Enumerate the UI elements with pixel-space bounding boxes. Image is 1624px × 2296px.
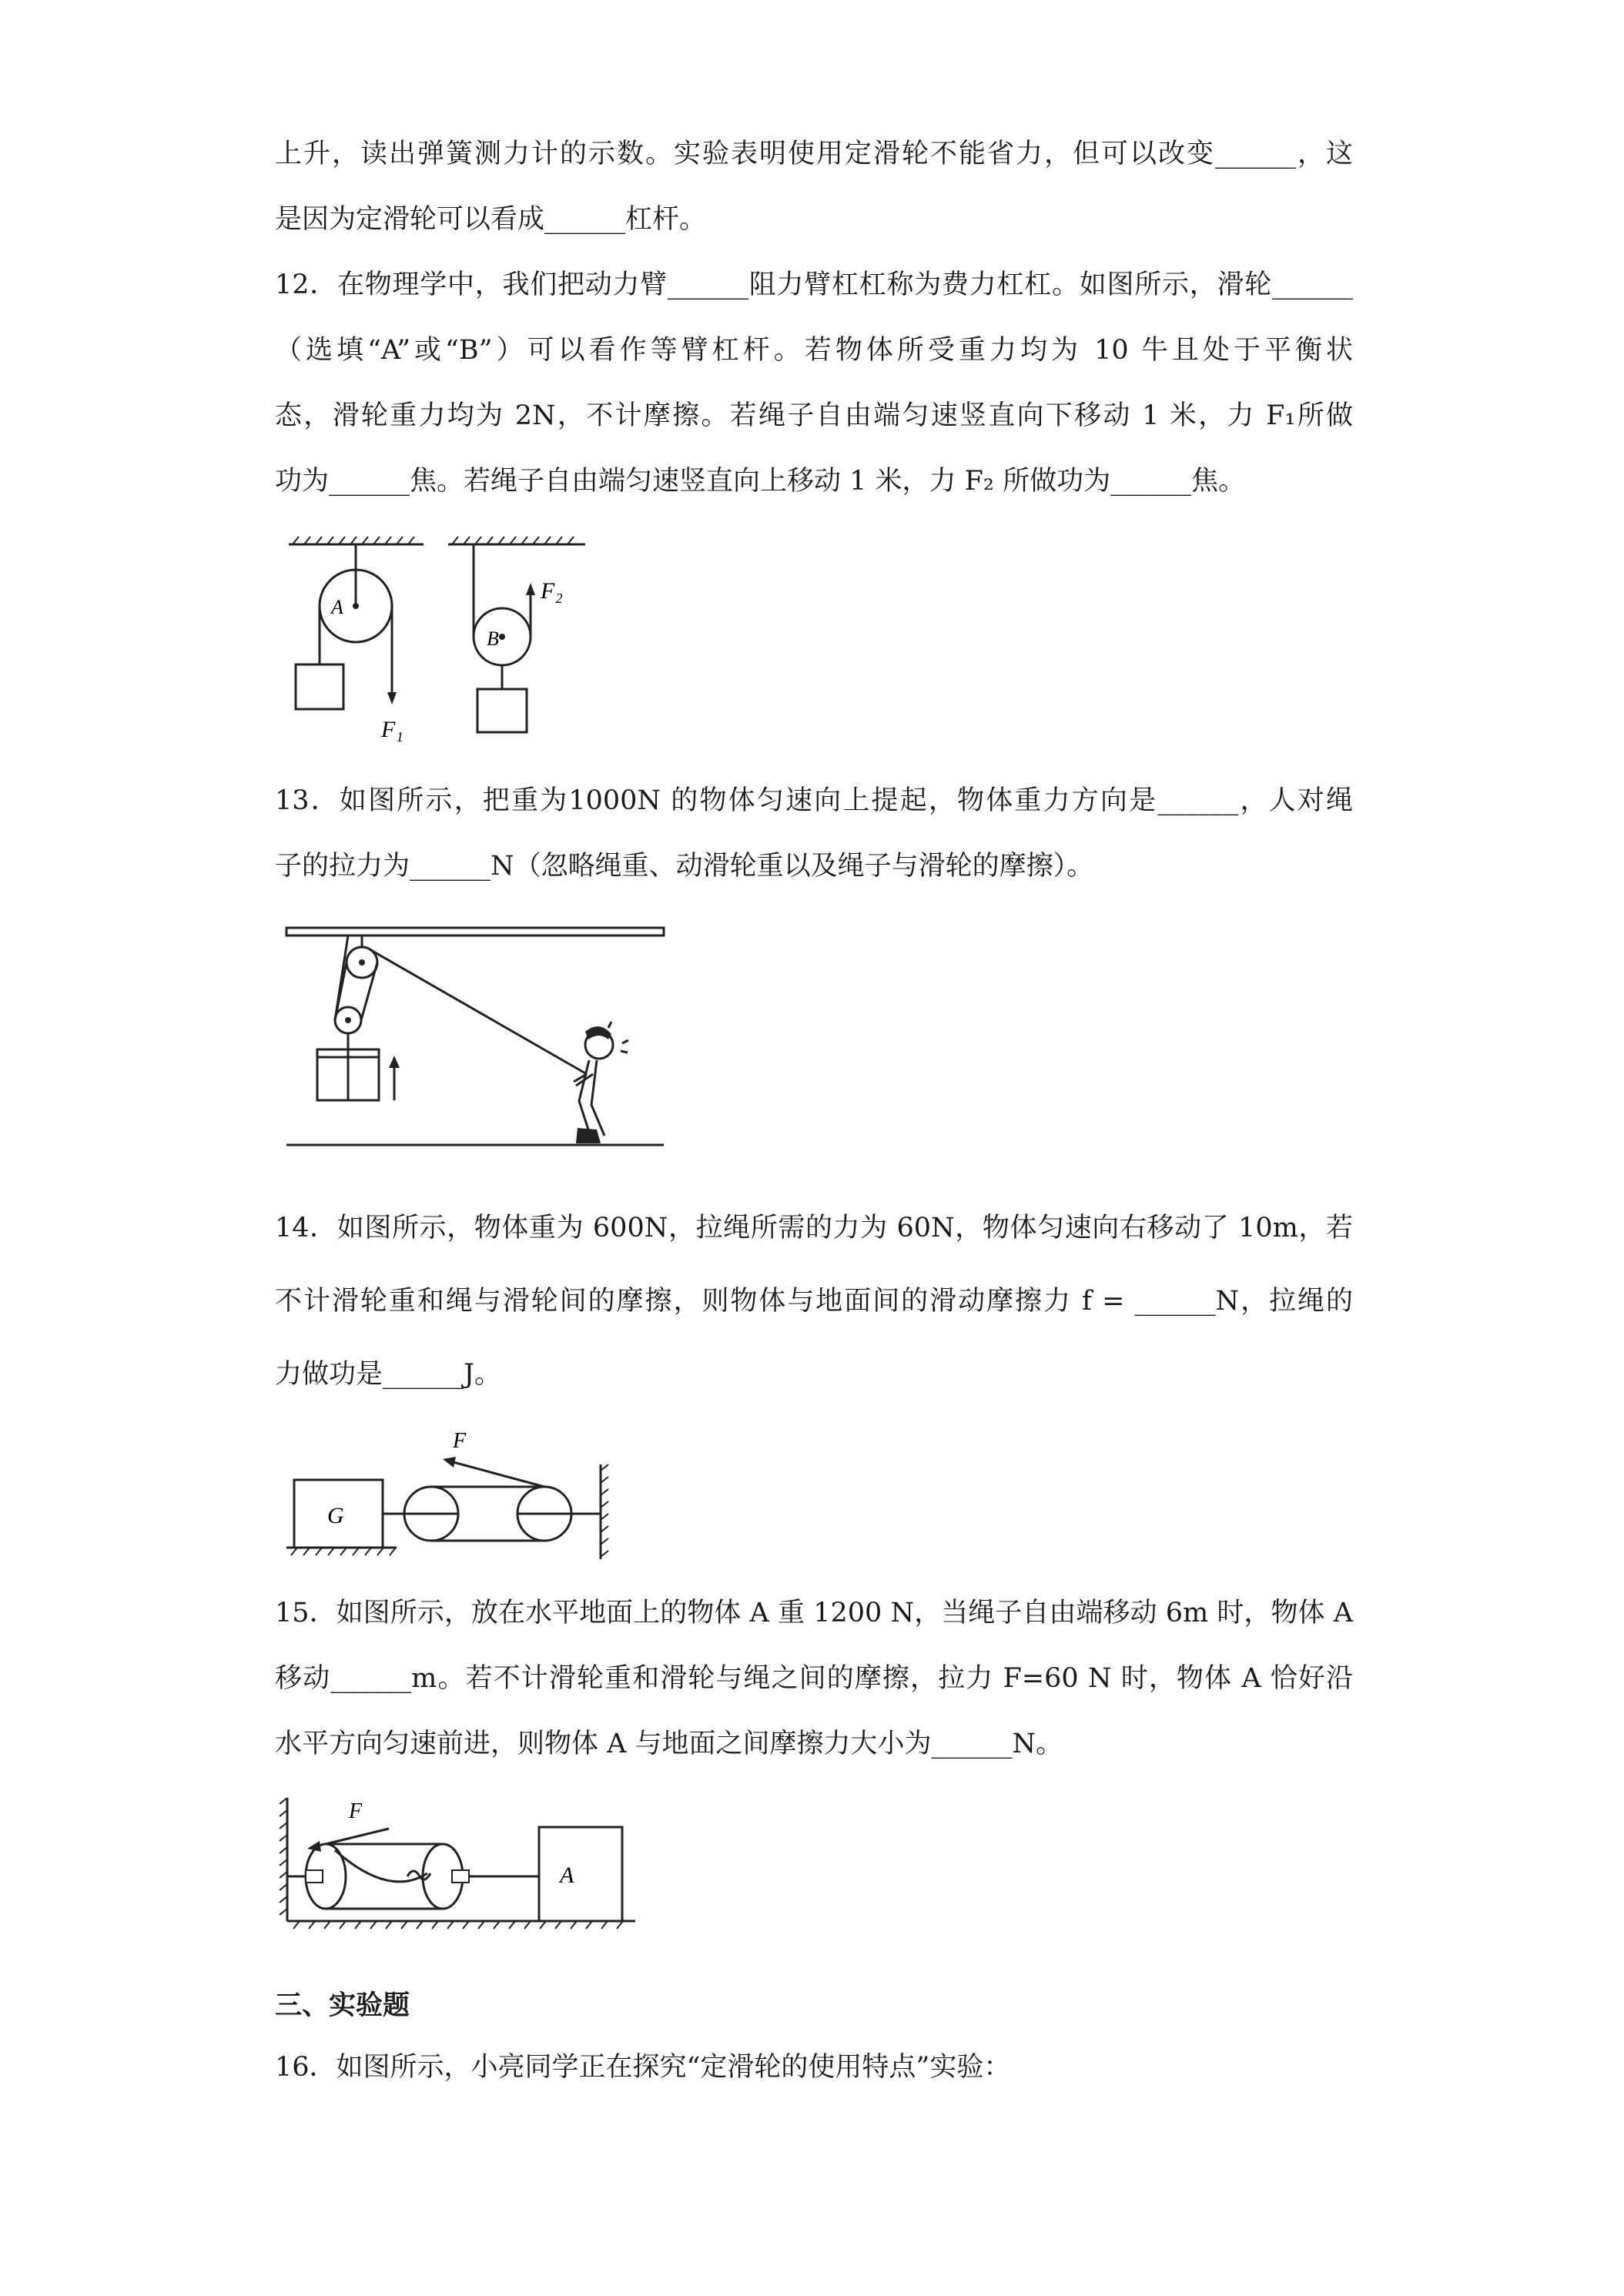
text-line-continuation-1: 上升，读出弹簧测力计的示数。实验表明使用定滑轮不能省力，但可以改变______，这 (275, 139, 1353, 169)
figure-14-block-pulleys (285, 1424, 647, 1563)
block-a-label: A (560, 1863, 574, 1888)
block-g-label: G (327, 1503, 344, 1528)
figure-15-block-a-pulleys (273, 1790, 643, 1936)
question-12-line-2: （选填“A”或“B”）可以看作等臂杠杆。若物体所受重力均为 10 牛且处于平衡状 (275, 335, 1353, 366)
force-f-label-15: F (349, 1799, 363, 1823)
question-12-line-4: 功为______焦。若绳子自由端匀速竖直向上移动 1 米，力 F₂ 所做功为______焦。 (275, 466, 1246, 497)
question-15-line-3: 水平方向匀速前进，则物体 A 与地面之间摩擦力大小为______N。 (275, 1729, 1063, 1759)
figure-12-pulleys (285, 535, 608, 747)
text-line-continuation-2: 是因为定滑轮可以看成______杠杆。 (275, 204, 707, 235)
question-14-line-2: 不计滑轮重和绳与滑轮间的摩擦，则物体与地面间的滑动摩擦力 f = ______N，拉绳的 (275, 1286, 1353, 1317)
pulley-a-label: A (331, 596, 343, 618)
force-f2-label: F₂ (541, 578, 563, 604)
force-f-label-14: F (453, 1429, 467, 1453)
figure-13-man-pulling (285, 920, 670, 1159)
question-12-line-1: 12．在物理学中，我们把动力臂______阻力臂杠杠称为费力杠杠。如图所示，滑轮______ (275, 269, 1353, 300)
question-14-line-1: 14．如图所示，物体重为 600N，拉绳所需的力为 60N，物体匀速向右移动了 10m，若 (275, 1213, 1353, 1243)
pulley-b-label: B (487, 628, 499, 650)
question-13-line-2: 子的拉力为______N（忽略绳重、动滑轮重以及绳子与滑轮的摩擦）。 (275, 851, 1094, 882)
question-12-line-3: 态，滑轮重力均为 2N，不计摩擦。若绳子自由端匀速竖直向下移动 1 米，力 F₁所做 (275, 400, 1353, 431)
question-15-line-1: 15．如图所示，放在水平地面上的物体 A 重 1200 N，当绳子自由端移动 6m 时，物体 A (275, 1598, 1353, 1628)
section-heading-experiment: 三、实验题 (275, 1990, 410, 2021)
question-15-line-2: 移动______m。若不计滑轮重和滑轮与绳之间的摩擦，拉力 F=60 N 时，物体 A 恰好沿 (275, 1663, 1353, 1694)
question-14-line-3: 力做功是______J。 (275, 1359, 502, 1390)
question-13-line-1: 13．如图所示，把重为1000N 的物体匀速向上提起，物体重力方向是______，人对绳 (275, 785, 1353, 816)
force-f1-label: F₁ (381, 717, 403, 742)
question-16-line-1: 16．如图所示，小亮同学正在探究“定滑轮的使用特点”实验： (275, 2052, 1011, 2083)
